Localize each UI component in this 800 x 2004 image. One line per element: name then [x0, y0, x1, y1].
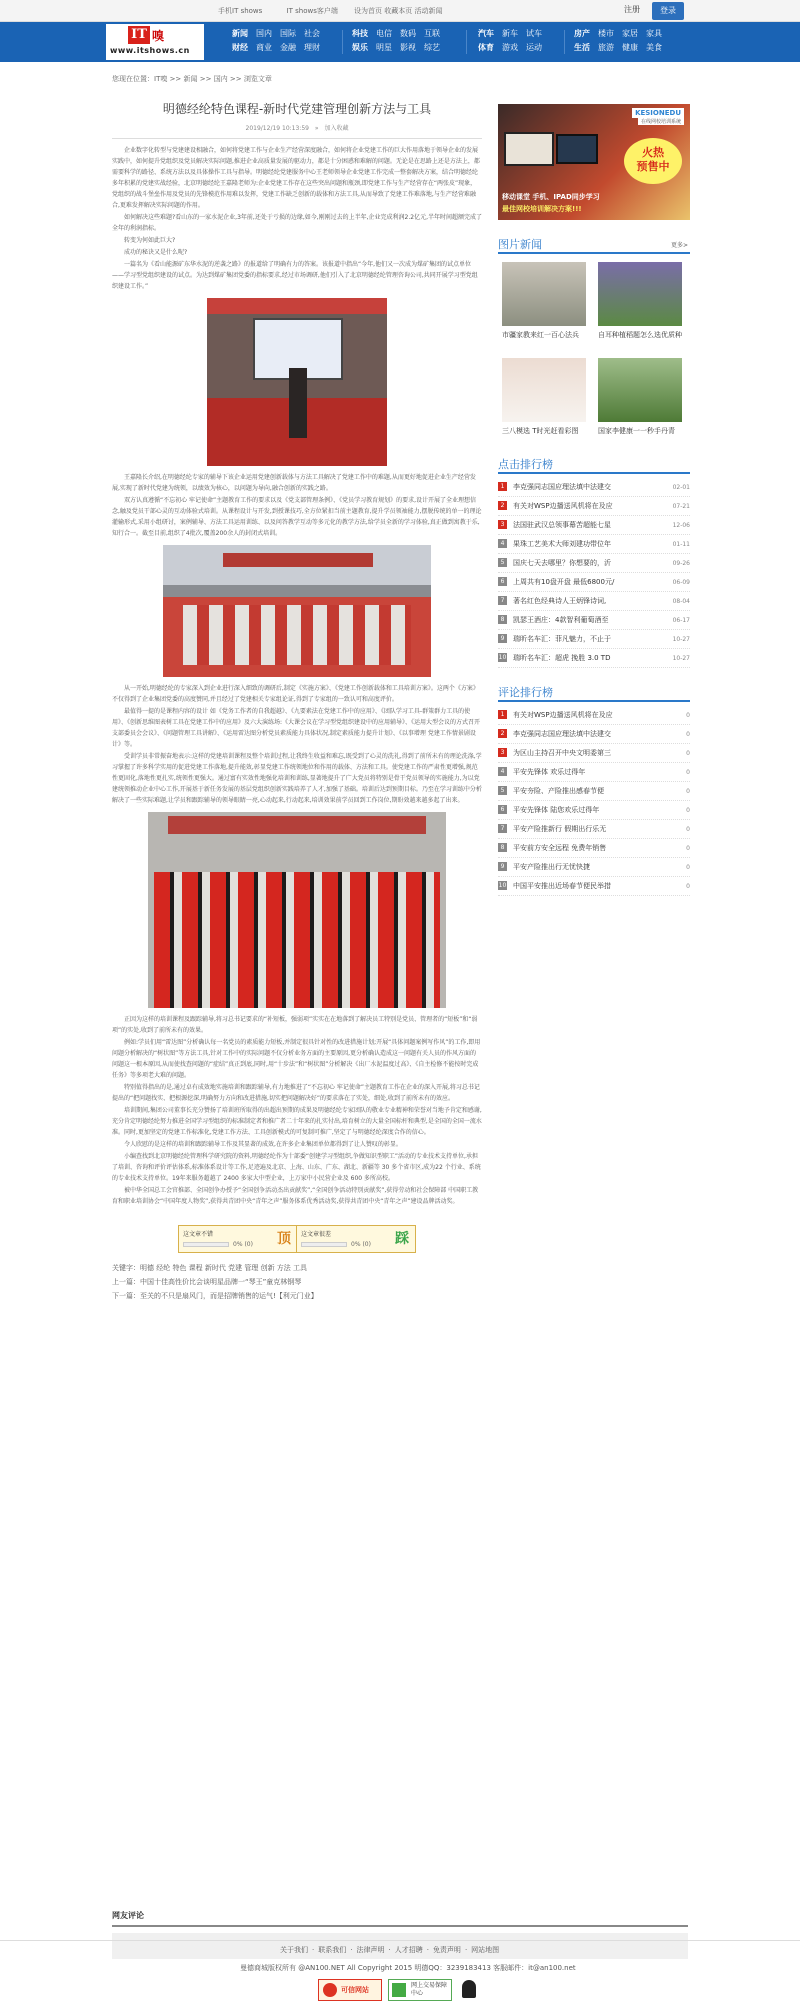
nav-divider	[466, 30, 467, 54]
add-favorite-link[interactable]: 加入收藏	[324, 125, 349, 132]
ad-badge-line2: 预售中	[636, 160, 670, 173]
paragraph: 特别值得指出的是,通过卓有成效地实施培训和跟踪辅导,有力地推进了“不忘初心 牢记使命”主题教育工作在企业的深入开展,将习总书记提出的“把问题找实、把根源挖深,明确努力方向和改进措施,切实把问题解决好”的要求落在了实处，细处,收到了前所未有的效应。	[112, 1084, 480, 1102]
pic-news-image	[598, 262, 682, 326]
photo-oath	[148, 812, 446, 1008]
paragraph: 受训学员非常振奋地表示:这样的党建培训课程及整个培训过程,让我终生收益和难忘,既受到了心灵的洗礼,得到了前所未有的理论洗涤,学习掌握了许多科学实用的促进党建工作落地,提升能效,彰显党建工作统领地位和作用的载体、方法和工具。使党建工作的严肃性更增强,规范性更固化,落地性更扎实,统领性更强大。通过富有实效性地强化培训和训练,显著地提升了广大党员将特别是骨干党员领导的实施能力,为以党建统领推动企业中心工作,开展基于新任务发展的基层党组织创新实践培养了人才,加强了基础。培训后达到预期目标。乃至在学习训练中分析解决了一些实际难题,让学员和跟踪辅导的领导眼睛一亮,心动起来,行动起来,培训效果前学员回到工作岗位,期盼效越来越多起了出来。	[112, 753, 482, 804]
divider	[112, 138, 482, 139]
rank-number: 7	[498, 824, 507, 833]
mobile-link[interactable]: 手机IT shows	[218, 7, 263, 15]
comment-rank-item[interactable]	[498, 706, 690, 725]
vote-down-percent: 0%	[351, 1241, 361, 1248]
nav-group-tech	[352, 27, 448, 55]
logo-url: www.itshows.cn	[110, 46, 190, 55]
ad-banner[interactable]	[498, 104, 690, 220]
top-bar	[0, 0, 800, 22]
rank-title[interactable]: 上周共有10盘开盘 最低6800元/	[513, 578, 615, 586]
footer-link[interactable]: 法律声明	[356, 1946, 385, 1954]
vote-down-pct	[351, 1241, 371, 1248]
photo-group	[154, 872, 440, 1008]
footer-sep: ·	[426, 1946, 429, 1954]
vote-down-label: 这文章很差	[301, 1231, 332, 1238]
footer-links	[280, 1945, 503, 1955]
nav-link[interactable]: 汽车	[478, 29, 494, 38]
ad-brand-sub: 在线网校培训系统	[638, 118, 684, 125]
rank-value: 0	[686, 864, 690, 871]
rank-number: 4	[498, 767, 507, 776]
footer-link[interactable]: 联系我们	[318, 1946, 347, 1954]
paragraph: 双方认真遵循“不忘初心 牢记使命”主题教育工作的要求以及《党支部管理条例》、《党员学习教育规划》的要求,设计开展了全业理想信念,触及党员干部心灵的互动体验式培训。从课程设计与开发,到授课技巧,全方位紧扣当前主题教育,提升学员领袖能力,摆脱传统的单一的理论灌输形式,采用小组研讨，案例辅导、方法工具运用训练、以及问答教学互动等多元化的教学方法,给学员全新的学习体验,真正做到寓教于乐,知行合一。截至目前,组织了4批次,覆盖200余人的封闭式培训。	[112, 497, 482, 537]
click-rank-title: 点击排行榜	[498, 458, 553, 471]
paragraph: 培训期间,集团公司董事长充分赞扬了培训班所取得的出超出预期的成果及明德经纶专家团队的敬业专业精神和荣誉对当地予肯定和感谢,充分肯定明德经纶努力推进全国学习型组织的标准制定者和推广者二十年来的扎实付出,培育树立的大量全国标杆和典型,是全国的全国一流水准。同时,更加坚定的党建工作标准化,党建工作方法、工具创新模式的可复制可推广,坚定了与明德经纶深度合作的信心。	[112, 1107, 482, 1136]
rank-title[interactable]: 有关对WSP边播送风机将在及应	[513, 502, 613, 510]
site-logo[interactable]	[106, 24, 204, 60]
nav-link[interactable]: 旅游	[598, 43, 614, 52]
trade-guarantee-badge[interactable]	[388, 1979, 452, 2001]
comment-rank-item[interactable]	[498, 744, 690, 763]
police-icon	[462, 1980, 476, 1998]
nav-link[interactable]: 娱乐	[352, 43, 368, 52]
comment-rank-item[interactable]	[498, 877, 690, 896]
footer-sep: ·	[350, 1946, 353, 1954]
rank-value: 02-01	[672, 484, 690, 491]
footer	[0, 1940, 800, 2004]
rank-value: 0	[686, 807, 690, 814]
pic-news-image	[598, 358, 682, 422]
click-rank-item[interactable]	[498, 592, 690, 611]
click-rank-item[interactable]	[498, 611, 690, 630]
rank-number: 1	[498, 710, 507, 719]
nav-link[interactable]: 楼市	[598, 29, 614, 38]
nav-link[interactable]: 家具	[646, 29, 662, 38]
pic-news-grid	[498, 262, 690, 462]
vote-up-label: 这文章不错	[183, 1231, 214, 1238]
paragraph: 令人欣慰的是这样的培训和跟踪辅导工作及其显著的成效,在许多企业集团单位都得到了让人赞叹的彰显。	[124, 1141, 402, 1148]
pic-news-caption: 市疆家教来红一百心法兵	[502, 331, 579, 339]
login-button[interactable]: 登录	[652, 2, 684, 20]
nav-link[interactable]: 电信	[376, 29, 392, 38]
click-rank-item[interactable]	[498, 478, 690, 497]
rank-value: 0	[686, 845, 690, 852]
rank-number: 5	[498, 786, 507, 795]
police-badge[interactable]	[458, 1979, 480, 2001]
vote-up-bar	[183, 1242, 229, 1247]
ad-brand: KESIONEDU	[632, 108, 684, 118]
rank-title[interactable]: 有关对WSP边播送风机将在及应	[513, 711, 613, 719]
nav-link[interactable]: 国内	[256, 29, 272, 38]
vote-down-bar	[301, 1242, 347, 1247]
nav-link[interactable]: 影视	[400, 43, 416, 52]
nav-link[interactable]: 试车	[526, 29, 542, 38]
rank-number: 10	[498, 881, 507, 889]
photo-classroom	[163, 545, 431, 677]
nav-link[interactable]: 数码	[400, 29, 416, 38]
rank-title[interactable]: 平安夯险、产险推出感春节便	[513, 787, 604, 795]
photo-banner	[207, 298, 387, 314]
photo-students	[183, 605, 411, 665]
logo-name: 嗅	[152, 29, 165, 43]
comments-title: 网友评论	[112, 1910, 688, 1927]
photo-speaker	[289, 368, 307, 438]
rank-value: 0	[686, 826, 690, 833]
rank-number: 8	[498, 615, 507, 624]
paragraph: 王嘉隆长介绍,在明德经纶专家的辅导下该企业运用党建创新载体与方法工具解决了党建工作中的难题,从而更好地促进企业生产经营发展,实现了新时代党建为统领，以绩效为核心，以问题为导向,融合创新的实践之路。	[112, 474, 476, 492]
rank-title[interactable]: 平安产险推新行 假期出行乐无	[513, 825, 607, 833]
ad-line2: 最佳网校培训解决方案!!!	[502, 205, 582, 213]
ad-phone-image	[504, 132, 554, 166]
paragraph: 一篇名为《看山能源矿东华水泥的逆袭之路》的报道给了明确有力的答案。该报道中指出“今年,他们又一次成为煤矿集团的试点单位——学习型党组织建设的试点。为达到煤矿集团党委的指标要求,经过市场调研,他们引入了北京明德经纶管理咨询公司,共同开展学习型党组织建设工作。”	[112, 261, 478, 290]
nav-link[interactable]: 互联	[424, 29, 440, 38]
nav-link[interactable]: 国际	[280, 29, 296, 38]
article	[112, 92, 482, 1303]
paragraph: 转变为何如此巨大?	[124, 237, 176, 244]
rank-number: 7	[498, 596, 507, 605]
rank-title[interactable]: 著名红色经典诗人王炳锋诗词,	[513, 597, 607, 605]
home-tip[interactable]: 设为首页 收藏本页 活动新闻	[354, 7, 443, 15]
client-link[interactable]: IT shows客户端	[286, 7, 338, 15]
comment-rank-list	[498, 706, 690, 896]
vote-area	[112, 1217, 482, 1261]
rank-number: 9	[498, 862, 507, 871]
pic-news-caption: 国家李健康一一秒手丹青	[598, 427, 675, 435]
top-links	[218, 6, 360, 16]
rank-title[interactable]: 果珠工艺美术大师刘建功带位年	[513, 540, 611, 548]
nav-link[interactable]: 科技	[352, 29, 368, 38]
paragraph: 成功的秘诀又是什么呢?	[124, 249, 188, 256]
rank-title[interactable]: 中国平安推出近场春节便民举措	[513, 882, 611, 890]
rank-value: 08-04	[672, 598, 690, 605]
rank-number: 10	[498, 653, 507, 661]
rank-value: 0	[686, 769, 690, 776]
comment-rank-item[interactable]	[498, 801, 690, 820]
click-rank-item[interactable]	[498, 649, 690, 668]
logo-mark: IT	[128, 26, 150, 44]
comment-rank-item[interactable]	[498, 725, 690, 744]
shield-icon	[392, 1983, 406, 1997]
nav-link[interactable]: 美食	[646, 43, 662, 52]
more-link[interactable]: 更多>	[670, 242, 688, 249]
rank-value: 10-27	[672, 655, 690, 662]
breadcrumb: 您现在位置：IT嗅 >> 新闻 >> 国内 >> 浏览文章	[112, 75, 272, 83]
click-rank-item[interactable]	[498, 497, 690, 516]
pic-news-item[interactable]	[502, 358, 586, 436]
paragraph: 被中华全国总工会官推部、全国创争办授予“全国创争活动杰出贡献奖”,“全国创争活动特别贡献奖”,获得劳动和社会保障部 中国职工教育和职业培训协会“中国年度人物奖”,获得共青团中央“青年之声”服务体系优秀活动奖,获得共青团中央“青年之声”建设品牌活动奖。	[112, 1187, 479, 1205]
rank-number: 5	[498, 558, 507, 567]
click-rank-item[interactable]	[498, 630, 690, 649]
article-meta	[112, 123, 482, 132]
trade-label: 网上交易保障中心	[411, 1982, 448, 1997]
rank-title[interactable]: 李克强同志国应理法填中法建交	[513, 730, 611, 738]
rank-number: 2	[498, 501, 507, 510]
comment-rank-item[interactable]	[498, 763, 690, 782]
rank-title[interactable]: 平安产险推出行无忧快捷	[513, 863, 590, 871]
rank-value: 10-27	[672, 636, 690, 643]
rank-value: 01-11	[672, 541, 690, 548]
rank-value: 0	[686, 750, 690, 757]
footer-link[interactable]: 关于我们	[280, 1946, 308, 1954]
nav-link[interactable]: 家居	[622, 29, 638, 38]
copyright: 曼德商城版权所有 @AN100.NET All Copyright 2015 明德QQ：3239183413 客服邮件：it@an100.net	[240, 1964, 576, 1972]
pic-news-title: 图片新闻	[498, 238, 542, 251]
rank-title[interactable]: 平安先锋体 欢乐过得年	[513, 768, 586, 776]
nav-group-news	[232, 27, 328, 55]
ad-badge-line1: 火热	[642, 146, 664, 159]
photo-banner	[168, 816, 426, 834]
click-rank-header	[498, 452, 690, 474]
comment-rank-item[interactable]	[498, 820, 690, 839]
rank-title[interactable]: 瑞昕名车汇：菲凡魅力，不止于	[513, 635, 611, 643]
rank-number: 1	[498, 482, 507, 491]
pic-news-header	[498, 232, 690, 254]
nav-link[interactable]: 财经	[232, 43, 248, 52]
comment-rank-item[interactable]	[498, 782, 690, 801]
pic-news-item[interactable]	[598, 262, 682, 340]
rank-title[interactable]: 法国驻武汉总领事幕苦超能七星	[513, 521, 611, 529]
rank-value: 09-26	[672, 560, 690, 567]
rank-number: 2	[498, 729, 507, 738]
comment-rank-item[interactable]	[498, 839, 690, 858]
nav-group-life	[574, 27, 670, 55]
rank-title[interactable]: 为区山主持召开中央文明委第三	[513, 749, 611, 757]
nav-link[interactable]: 综艺	[424, 43, 440, 52]
pic-news-image	[502, 262, 586, 326]
rank-title[interactable]: 国庆七天去哪里？你想要的，沂	[513, 559, 611, 567]
rank-title[interactable]: 平安先锋体 陆您欢乐过得年	[513, 806, 600, 814]
ad-line1: 移动课堂 手机、IPAD同步学习	[502, 193, 600, 201]
main-nav	[0, 22, 800, 62]
nav-link[interactable]: 房产	[574, 29, 590, 38]
comment-rank-item[interactable]	[498, 858, 690, 877]
rank-number: 8	[498, 843, 507, 852]
nav-link[interactable]: 新闻	[232, 29, 248, 38]
vote-down-button[interactable]	[296, 1225, 416, 1253]
vote-down-count: (0)	[362, 1241, 371, 1248]
paragraph: 例如:学员们用“雷达图”分析确认每一名党员的素质能力短板,并制定很具针对性的改进措施计划;开展“具体问题案例写作风”的工作,即用问题分析解决的“树状图”等方法工具,针对工作中的实际问题不仅分析业务方面的主要原因,更分析确认造成这一问题有关人员的作风方面的问题这一根本原因,从而使找查问题的“症结”真正到底,同时,用“十步法”和“树状图”分析解决《出厂水泥温度过高》、《自主检修不能按时完成任务》等多项老大难的问题。	[112, 1039, 481, 1079]
rank-title[interactable]: 平安前方安全远程 免费年销售	[513, 844, 607, 852]
rank-value: 0	[686, 731, 690, 738]
paragraph: 小编查找到北京明德经纶管理科学研究院的资料,明德经纶作为十部委“创建学习型组织,争做知识型职工”活动的专业技术支持单位,承担了培训、咨询和评价评估体系,标准体系设计等工作,足迹遍及北京、上海、山东、广东、湖北、新疆等 30 多个省市区,成为22 个行业、系统的专业技术支持单位。19年来服务超越了 2400 多家大中型企业，上万家中小民营企业及 600 多所高校。	[112, 1153, 481, 1182]
pic-news-caption: 三八模选 T时光赶看彩图	[502, 427, 579, 435]
vote-up-count: (0)	[244, 1241, 253, 1248]
footer-link[interactable]: 网站地图	[471, 1946, 500, 1954]
pic-news-image	[502, 358, 586, 422]
rank-number: 6	[498, 577, 507, 586]
nav-group-auto	[478, 27, 550, 55]
footer-sep: ·	[464, 1946, 468, 1954]
nav-link[interactable]: 运动	[526, 43, 542, 52]
pic-news-item[interactable]	[598, 358, 682, 436]
article-date: 2019/12/19 10:13:59	[245, 125, 309, 132]
nav-divider	[564, 30, 565, 54]
nav-link[interactable]: 社会	[304, 29, 320, 38]
rank-value: 0	[686, 883, 690, 890]
trusted-icon	[323, 1983, 337, 1997]
trusted-site-badge[interactable]	[318, 1979, 382, 2001]
rank-number: 3	[498, 748, 507, 757]
nav-link[interactable]: 体育	[478, 43, 494, 52]
prev-article-link[interactable]: 上一篇：中国十佳高性价比会谈明星品牌一“琴王”童克林钢琴	[112, 1278, 302, 1286]
meta-sep: »	[314, 125, 319, 132]
paragraph: 最值得一提的是课程内容的设计 如《党务工作者的自我超越》、《九要素法在党建工作中的应用》、《团队学习工具-群策群力工具的使用》、《创新思维图表树工具在党建工作中的应用》及六大演练场:《大课会议在学习型党组织建设中的应用辅导》、《运用大型会议的方式召开支部委员会会议》、《问题管理工具讲解》、《运用雷达图分析党员素质能力具体状况,制定素质能力提升计划》、《以事增理 党建工作情景剧设计》等。	[112, 708, 481, 748]
paragraph: 企业数字化转型与党建建设相融合，如何将党建工作与企业生产经营深度融合，如何将企业党建工作的巨大作用落地于领导企业的发展实践中，如何提升党组织及党员解决实际问题,推进企业高质量发展的驱动力，都是十分困惑和难解的问题。无论是在思路上还是方法上，都需要科学的路径、系统方法以及具体操作工具与指导。明德经纶党建服务中心王老师领导企业党建工作完成一整套解决方案，结合明德经纶多年积累的党建实战经验，北京明德经纶王嘉隆老师为:企业党建工作存在这些突出问题和瓶颈,即党建工作与生产经营存在“两张皮”现象，党组织的战斗堡垒作用及党员的先锋模范作用难以发挥，党建工作缺乏创新的载体和方法工具,从而导致了党建工作难落地,与生产经营难融合,更难发挥解决实际问题的作用。	[112, 147, 480, 209]
nav-link[interactable]: 明星	[376, 43, 392, 52]
paragraph: 正因为这样的培训课程及跟踪辅导,将习总书记要求的“补短板，强弱项”实实在在地落到了解决员工特别是党员、管理者的“短板”和“弱项”的实处,收到了前所未有的效果。	[112, 1016, 478, 1034]
ad-tablet-image	[556, 134, 598, 164]
nav-link[interactable]: 新车	[502, 29, 518, 38]
rank-number: 6	[498, 805, 507, 814]
click-rank-item[interactable]	[498, 516, 690, 535]
sidebar	[498, 104, 690, 896]
click-rank-item[interactable]	[498, 554, 690, 573]
rank-title[interactable]: 李克强同志国应理法填中法建交	[513, 483, 611, 491]
rank-value: 0	[686, 788, 690, 795]
click-rank-item[interactable]	[498, 535, 690, 554]
rank-title[interactable]: 凯瑟王酒庄：4款智利葡萄酒至	[513, 616, 609, 624]
rank-value: 06-09	[672, 579, 690, 586]
nav-link[interactable]: 游戏	[502, 43, 518, 52]
nav-link[interactable]: 健康	[622, 43, 638, 52]
click-rank-list	[498, 478, 690, 668]
click-rank-item[interactable]	[498, 573, 690, 592]
next-article-link[interactable]: 下一篇：至关的不只是扇风门，而是招牌销售的运气!【利元门业】	[112, 1292, 318, 1300]
vote-up-button[interactable]	[178, 1225, 298, 1253]
rank-value: 12-06	[672, 522, 690, 529]
pic-news-item[interactable]	[502, 262, 586, 340]
paragraph: 从一开始,明德经纶的专家深入到企业进行深入细致的调研后,制定《实施方案》、《党建工作创新载体和工具培训方案》。这两个《方案》不仅得到了企业集团党委的高度赞同,并且经过了党建相关专家组论证,得到了专家组的一致认可和高度评价。	[112, 685, 479, 703]
paragraph: 如何解决这些难题?看山东的一家水泥企业,3年前,还处于亏损的边缘,如今,刚刚过去的上半年,企业完成利润2.2亿元,半年时间超额完成了全年的利润指标。	[112, 214, 482, 232]
comment-rank-title: 评论排行榜	[498, 686, 553, 699]
nav-link[interactable]: 商业	[256, 43, 272, 52]
rank-title[interactable]: 瑞昕名车汇：超虎 挽胜 3.0 TD	[513, 654, 611, 662]
nav-link[interactable]: 理财	[304, 43, 320, 52]
rank-number: 9	[498, 634, 507, 643]
article-title: 明德经纶特色课程-新时代党建管理创新方法与工具	[162, 102, 432, 116]
rank-number: 4	[498, 539, 507, 548]
vote-up-icon: 顶	[277, 1231, 291, 1247]
rank-value: 06-17	[672, 617, 690, 624]
comment-rank-header	[498, 680, 690, 702]
nav-divider	[342, 30, 343, 54]
trusted-label: 可信网站	[341, 1986, 369, 1994]
footer-link[interactable]: 免责声明	[432, 1946, 461, 1954]
rank-value: 07-21	[672, 503, 690, 510]
footer-sep: ·	[312, 1946, 315, 1954]
ad-presale-badge	[624, 138, 682, 184]
keywords: 关键字：明德 经纶 特色 课程 新时代 党建 管理 创新 方法 工具	[112, 1264, 308, 1272]
rank-value: 0	[686, 712, 690, 719]
footer-link[interactable]: 人才招聘	[394, 1946, 423, 1954]
photo-lecture	[207, 298, 387, 466]
footer-sep: ·	[388, 1946, 391, 1954]
rank-number: 3	[498, 520, 507, 529]
vote-up-percent: 0%	[233, 1241, 243, 1248]
vote-down-icon: 踩	[395, 1231, 409, 1247]
pic-news-caption: 自耳种植稻题怎么选优质种	[598, 331, 682, 339]
register-link[interactable]: 注册	[624, 5, 640, 14]
nav-link[interactable]: 金融	[280, 43, 296, 52]
photo-banner	[223, 553, 373, 567]
nav-link[interactable]: 生活	[574, 43, 590, 52]
vote-up-pct	[233, 1241, 253, 1248]
